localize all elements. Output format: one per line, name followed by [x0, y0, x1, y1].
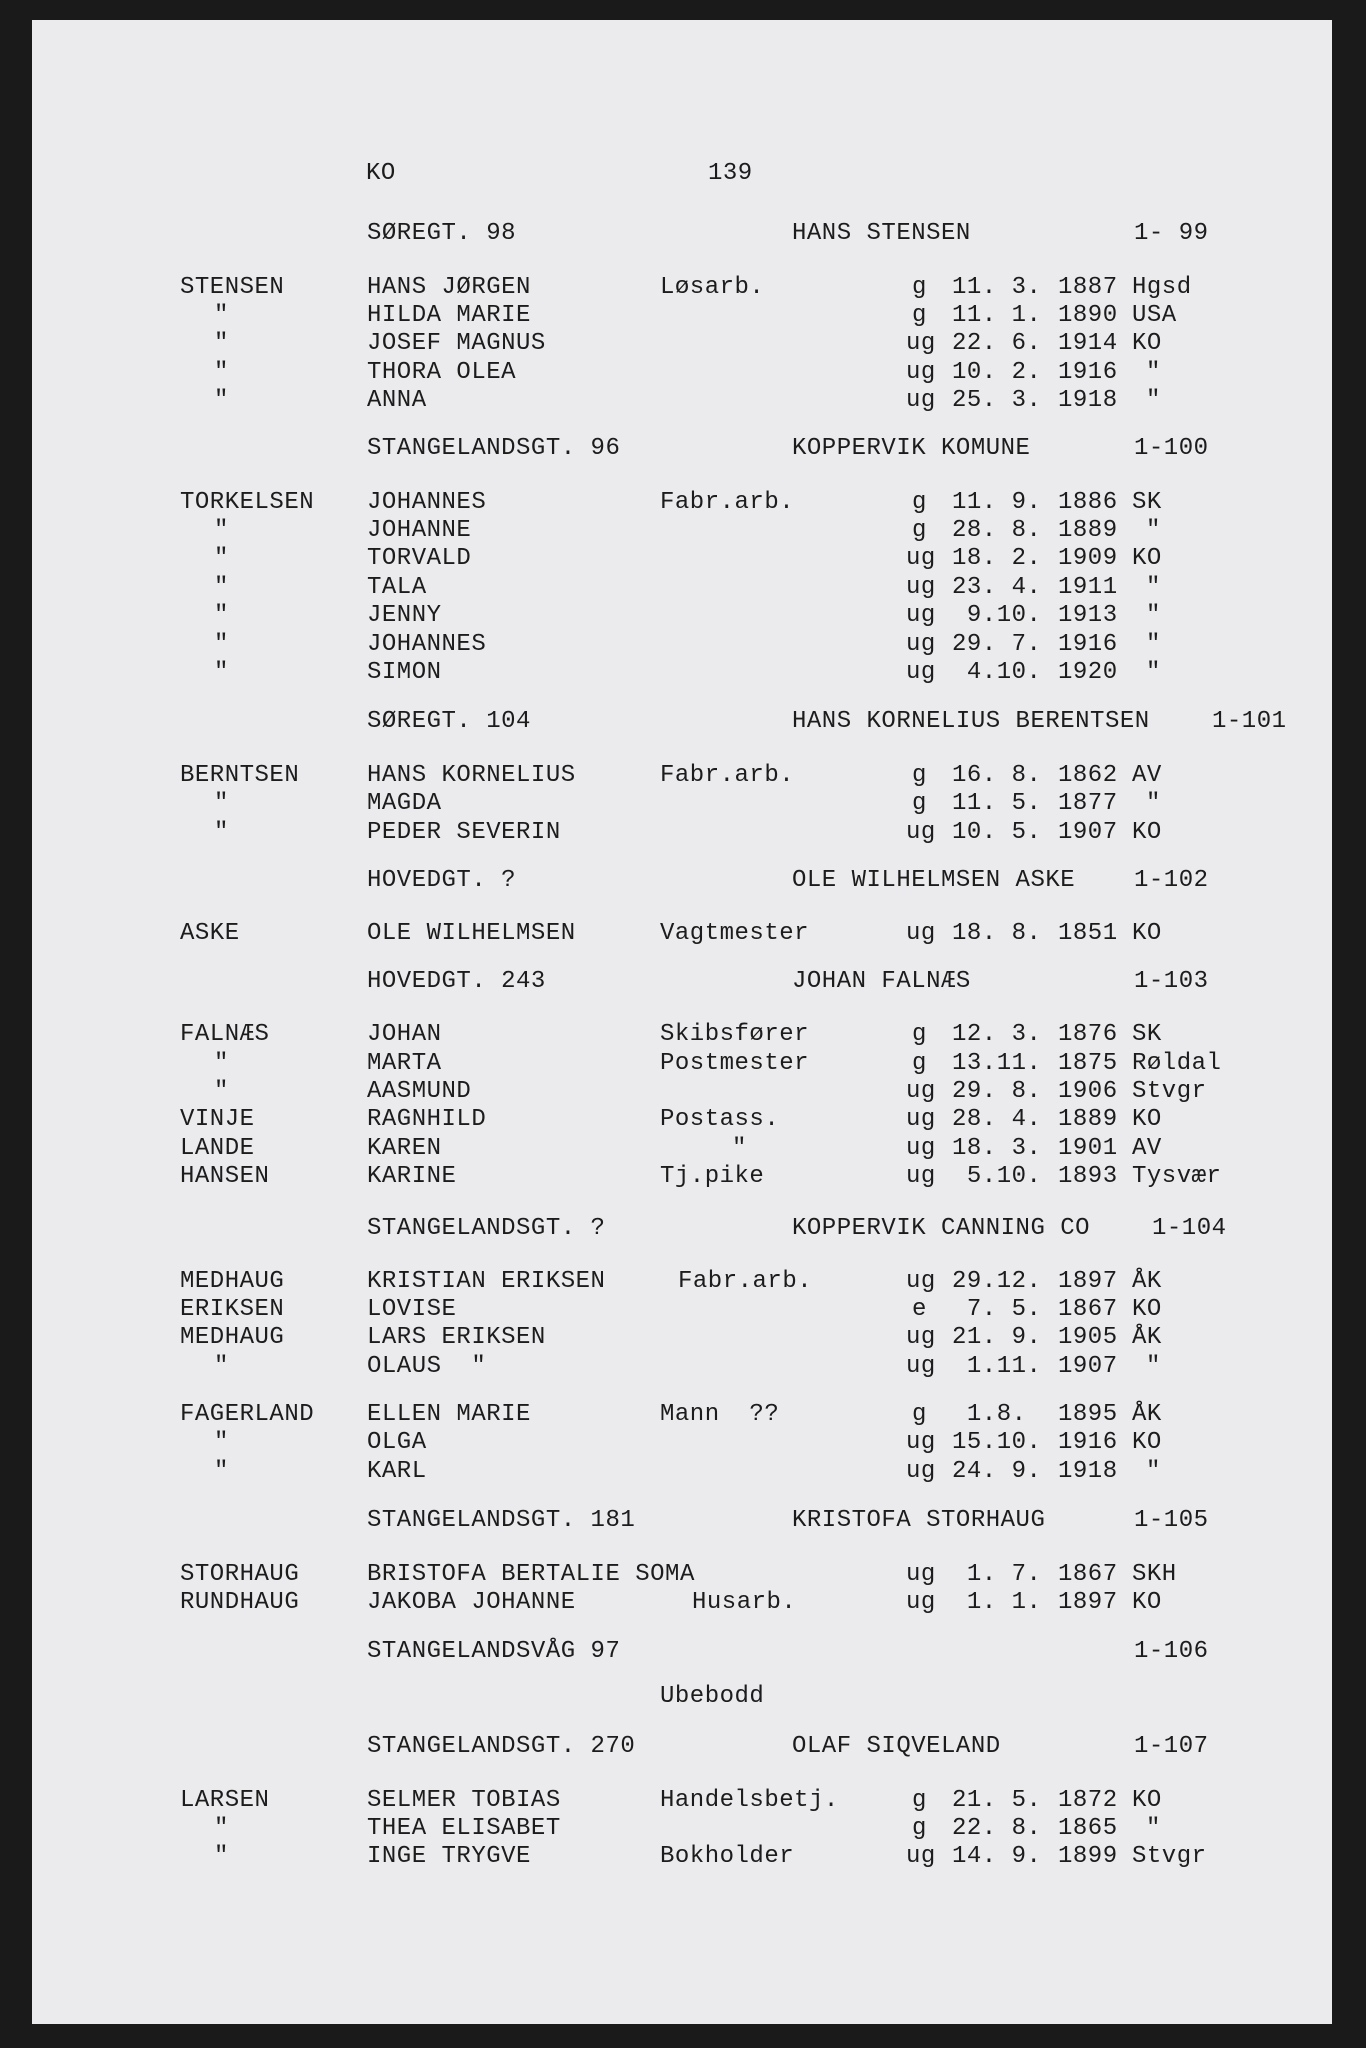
section-number: 1-100: [1134, 435, 1209, 462]
row-marital-status: ug: [906, 545, 936, 572]
row-given-name: KARL: [367, 1458, 427, 1485]
row-marital-status: g: [912, 1401, 927, 1428]
row-surname: RUNDHAUG: [180, 1589, 300, 1616]
row-birth-year: 1876: [1058, 1021, 1118, 1048]
section-number: 1-101: [1212, 708, 1287, 735]
row-birth-date: 4.10.: [952, 659, 1042, 686]
section-address: STANGELANDSGT. 96: [367, 435, 621, 462]
row-birth-year: 1897: [1058, 1589, 1118, 1616]
row-birth-year: 1909: [1058, 545, 1118, 572]
row-given-name: JAKOBA JOHANNE: [367, 1589, 576, 1616]
row-birth-date: 7. 5.: [952, 1296, 1042, 1323]
row-birth-date: 18. 8.: [952, 920, 1042, 947]
row-surname: ": [214, 1429, 229, 1456]
section-note: Ubebodd: [660, 1683, 765, 1710]
section-address: HOVEDGT. ?: [367, 867, 517, 894]
row-birth-year: 1901: [1058, 1135, 1118, 1162]
row-given-name: KARINE: [367, 1163, 457, 1190]
row-birthplace: ": [1146, 1458, 1161, 1485]
section-owner: JOHAN FALNÆS: [792, 968, 971, 995]
row-occupation: Løsarb.: [660, 274, 765, 301]
row-surname: ": [214, 387, 229, 414]
row-birthplace: Tysvær: [1132, 1163, 1222, 1190]
row-birth-year: 1872: [1058, 1787, 1118, 1814]
row-given-name: HANS JØRGEN: [367, 274, 531, 301]
row-birth-date: 28. 8.: [952, 517, 1042, 544]
page-header-left: KO: [366, 160, 396, 187]
section-owner: KOPPERVIK KOMUNE: [792, 435, 1031, 462]
row-surname: ": [214, 359, 229, 386]
row-surname: ": [214, 602, 229, 629]
row-given-name: RAGNHILD: [367, 1106, 487, 1133]
row-birthplace: Stvgr: [1132, 1078, 1207, 1105]
row-surname: FAGERLAND: [180, 1401, 315, 1428]
row-birth-year: 1867: [1058, 1296, 1118, 1323]
row-occupation: Skibsfører: [660, 1021, 810, 1048]
row-birth-date: 1. 7.: [952, 1561, 1042, 1588]
row-marital-status: ug: [906, 1135, 936, 1162]
row-marital-status: ug: [906, 359, 936, 386]
section-number: 1-104: [1152, 1215, 1227, 1242]
row-occupation: Mann ??: [660, 1401, 780, 1428]
row-birth-year: 1916: [1058, 359, 1118, 386]
row-birth-year: 1862: [1058, 762, 1118, 789]
row-birthplace: Hgsd: [1132, 274, 1192, 301]
row-given-name: TORVALD: [367, 545, 472, 572]
row-surname: BERNTSEN: [180, 762, 300, 789]
row-surname: ": [214, 330, 229, 357]
row-given-name: JOHANNES: [367, 631, 487, 658]
row-marital-status: ug: [906, 387, 936, 414]
section-number: 1-107: [1134, 1733, 1209, 1760]
row-given-name: LARS ERIKSEN: [367, 1324, 546, 1351]
row-given-name: MAGDA: [367, 790, 442, 817]
row-birth-year: 1865: [1058, 1815, 1118, 1842]
row-surname: ": [214, 631, 229, 658]
row-occupation: Husarb.: [692, 1589, 797, 1616]
row-birth-year: 1914: [1058, 330, 1118, 357]
row-marital-status: e: [912, 1296, 927, 1323]
row-birth-year: 1875: [1058, 1050, 1118, 1077]
section-owner: KOPPERVIK CANNING CO: [792, 1215, 1091, 1242]
row-marital-status: ug: [906, 1589, 936, 1616]
row-birth-year: 1907: [1058, 819, 1118, 846]
row-birth-year: 1890: [1058, 302, 1118, 329]
section-owner: OLAF SIQVELAND: [792, 1733, 1001, 1760]
row-given-name: BRISTOFA BERTALIE SOMA: [367, 1561, 695, 1588]
row-marital-status: g: [912, 1787, 927, 1814]
row-birth-date: 9.10.: [952, 602, 1042, 629]
page-number: 139: [708, 160, 753, 187]
row-surname: LARSEN: [180, 1787, 270, 1814]
row-surname: ": [214, 1843, 229, 1870]
row-surname: MEDHAUG: [180, 1268, 285, 1295]
row-given-name: OLAUS ": [367, 1353, 487, 1380]
row-birth-year: 1918: [1058, 387, 1118, 414]
row-birth-date: 18. 3.: [952, 1135, 1042, 1162]
row-birth-date: 25. 3.: [952, 387, 1042, 414]
row-occupation: Vagtmester: [660, 920, 810, 947]
row-marital-status: g: [912, 1815, 927, 1842]
row-birthplace: ": [1146, 359, 1161, 386]
row-surname: ": [214, 819, 229, 846]
row-given-name: SIMON: [367, 659, 442, 686]
section-address: STANGELANDSGT. 181: [367, 1507, 636, 1534]
row-birthplace: ": [1146, 602, 1161, 629]
row-marital-status: ug: [906, 1106, 936, 1133]
row-birth-year: 1920: [1058, 659, 1118, 686]
row-birth-date: 11. 5.: [952, 790, 1042, 817]
section-number: 1-105: [1134, 1507, 1209, 1534]
row-birth-date: 11. 9.: [952, 489, 1042, 516]
row-marital-status: g: [912, 1050, 927, 1077]
row-given-name: KAREN: [367, 1135, 442, 1162]
row-birth-date: 18. 2.: [952, 545, 1042, 572]
row-birth-date: 29. 8.: [952, 1078, 1042, 1105]
section-number: 1-102: [1134, 867, 1209, 894]
row-birth-year: 1889: [1058, 517, 1118, 544]
section-address: HOVEDGT. 243: [367, 968, 546, 995]
row-given-name: JOSEF MAGNUS: [367, 330, 546, 357]
row-marital-status: ug: [906, 1268, 936, 1295]
row-given-name: SELMER TOBIAS: [367, 1787, 561, 1814]
row-birthplace: ÅK: [1132, 1268, 1162, 1295]
row-marital-status: ug: [906, 574, 936, 601]
row-marital-status: ug: [906, 602, 936, 629]
row-birthplace: ": [1146, 574, 1161, 601]
row-birth-year: 1916: [1058, 631, 1118, 658]
row-birth-year: 1895: [1058, 1401, 1118, 1428]
row-occupation: Fabr.arb.: [660, 489, 795, 516]
row-birth-date: 10. 2.: [952, 359, 1042, 386]
section-owner: KRISTOFA STORHAUG: [792, 1507, 1046, 1534]
row-marital-status: g: [912, 1021, 927, 1048]
row-birth-year: 1918: [1058, 1458, 1118, 1485]
row-surname: ": [214, 302, 229, 329]
row-given-name: JENNY: [367, 602, 442, 629]
row-given-name: JOHANNE: [367, 517, 472, 544]
row-birthplace: Røldal: [1132, 1050, 1222, 1077]
row-birth-date: 1.11.: [952, 1353, 1042, 1380]
row-birth-date: 28. 4.: [952, 1106, 1042, 1133]
row-occupation: Fabr.arb.: [660, 762, 795, 789]
row-given-name: AASMUND: [367, 1078, 472, 1105]
row-birthplace: KO: [1132, 545, 1162, 572]
row-given-name: OLE WILHELMSEN: [367, 920, 576, 947]
row-birth-year: 1889: [1058, 1106, 1118, 1133]
row-birth-date: 13.11.: [952, 1050, 1042, 1077]
row-surname: ": [214, 1353, 229, 1380]
row-occupation: Fabr.arb.: [678, 1268, 813, 1295]
row-birth-date: 15.10.: [952, 1429, 1042, 1456]
row-occupation: Tj.pike: [660, 1163, 765, 1190]
row-birth-year: 1906: [1058, 1078, 1118, 1105]
row-birth-year: 1887: [1058, 274, 1118, 301]
row-marital-status: ug: [906, 1561, 936, 1588]
row-surname: HANSEN: [180, 1163, 270, 1190]
section-number: 1-106: [1134, 1638, 1209, 1665]
row-birthplace: ": [1146, 1815, 1161, 1842]
row-birthplace: ": [1146, 1353, 1161, 1380]
row-birthplace: SK: [1132, 489, 1162, 516]
section-number: 1- 99: [1134, 220, 1209, 247]
section-owner: OLE WILHELMSEN ASKE: [792, 867, 1076, 894]
row-surname: MEDHAUG: [180, 1324, 285, 1351]
row-birth-date: 1. 1.: [952, 1589, 1042, 1616]
section-address: STANGELANDSGT. ?: [367, 1215, 606, 1242]
row-birthplace: ": [1146, 517, 1161, 544]
row-given-name: HANS KORNELIUS: [367, 762, 576, 789]
row-given-name: JOHANNES: [367, 489, 487, 516]
row-surname: ": [214, 790, 229, 817]
row-surname: ASKE: [180, 920, 240, 947]
row-birthplace: SKH: [1132, 1561, 1177, 1588]
row-marital-status: g: [912, 302, 927, 329]
row-birth-date: 10. 5.: [952, 819, 1042, 846]
row-birthplace: ": [1146, 387, 1161, 414]
row-birth-year: 1911: [1058, 574, 1118, 601]
row-given-name: HILDA MARIE: [367, 302, 531, 329]
row-occupation: Bokholder: [660, 1843, 795, 1870]
row-birthplace: USA: [1132, 302, 1177, 329]
row-birth-year: 1913: [1058, 602, 1118, 629]
row-marital-status: g: [912, 489, 927, 516]
row-surname: TORKELSEN: [180, 489, 315, 516]
row-occupation: Postass.: [660, 1106, 780, 1133]
row-birth-date: 21. 9.: [952, 1324, 1042, 1351]
row-given-name: LOVISE: [367, 1296, 457, 1323]
row-surname: LANDE: [180, 1135, 255, 1162]
row-birth-date: 11. 3.: [952, 274, 1042, 301]
row-marital-status: ug: [906, 631, 936, 658]
row-birthplace: KO: [1132, 1787, 1162, 1814]
row-marital-status: ug: [906, 1458, 936, 1485]
section-owner: HANS STENSEN: [792, 220, 971, 247]
row-given-name: KRISTIAN ERIKSEN: [367, 1268, 606, 1295]
row-given-name: INGE TRYGVE: [367, 1843, 531, 1870]
row-birth-date: 29. 7.: [952, 631, 1042, 658]
document-page: [32, 20, 1332, 2024]
row-birth-date: 22. 6.: [952, 330, 1042, 357]
row-marital-status: ug: [906, 1843, 936, 1870]
row-occupation: ": [732, 1135, 747, 1162]
row-birthplace: ÅK: [1132, 1324, 1162, 1351]
row-occupation: Handelsbetj.: [660, 1787, 839, 1814]
row-surname: ": [214, 1078, 229, 1105]
row-given-name: ELLEN MARIE: [367, 1401, 531, 1428]
row-marital-status: g: [912, 517, 927, 544]
row-marital-status: ug: [906, 1163, 936, 1190]
row-birth-year: 1897: [1058, 1268, 1118, 1295]
row-birth-year: 1877: [1058, 790, 1118, 817]
row-surname: FALNÆS: [180, 1021, 270, 1048]
row-surname: ": [214, 1458, 229, 1485]
row-birth-year: 1851: [1058, 920, 1118, 947]
row-birth-date: 29.12.: [952, 1268, 1042, 1295]
row-birth-date: 12. 3.: [952, 1021, 1042, 1048]
row-birthplace: KO: [1132, 1429, 1162, 1456]
row-surname: ": [214, 1815, 229, 1842]
row-birthplace: AV: [1132, 762, 1162, 789]
row-marital-status: g: [912, 762, 927, 789]
row-birth-date: 23. 4.: [952, 574, 1042, 601]
row-birthplace: KO: [1132, 1589, 1162, 1616]
row-surname: ": [214, 517, 229, 544]
row-marital-status: ug: [906, 330, 936, 357]
row-surname: STORHAUG: [180, 1561, 300, 1588]
section-address: STANGELANDSVÅG 97: [367, 1638, 621, 1665]
section-address: SØREGT. 98: [367, 220, 517, 247]
section-address: SØREGT. 104: [367, 708, 531, 735]
row-birthplace: Stvgr: [1132, 1843, 1207, 1870]
row-birthplace: ": [1146, 659, 1161, 686]
row-given-name: JOHAN: [367, 1021, 442, 1048]
row-birth-year: 1907: [1058, 1353, 1118, 1380]
row-marital-status: ug: [906, 1353, 936, 1380]
row-surname: STENSEN: [180, 274, 285, 301]
row-given-name: THORA OLEA: [367, 359, 517, 386]
row-birthplace: SK: [1132, 1021, 1162, 1048]
row-birthplace: KO: [1132, 1296, 1162, 1323]
row-marital-status: g: [912, 274, 927, 301]
row-marital-status: ug: [906, 659, 936, 686]
row-marital-status: g: [912, 790, 927, 817]
section-address: STANGELANDSGT. 270: [367, 1733, 636, 1760]
row-birth-date: 1.8.: [952, 1401, 1027, 1428]
row-birthplace: KO: [1132, 819, 1162, 846]
row-birthplace: ": [1146, 631, 1161, 658]
row-birth-date: 14. 9.: [952, 1843, 1042, 1870]
row-given-name: OLGA: [367, 1429, 427, 1456]
row-birthplace: ": [1146, 790, 1161, 817]
row-marital-status: ug: [906, 819, 936, 846]
row-birth-year: 1916: [1058, 1429, 1118, 1456]
row-marital-status: ug: [906, 1324, 936, 1351]
row-birthplace: KO: [1132, 1106, 1162, 1133]
row-surname: ERIKSEN: [180, 1296, 285, 1323]
row-marital-status: ug: [906, 1429, 936, 1456]
row-surname: VINJE: [180, 1106, 255, 1133]
section-owner: HANS KORNELIUS BERENTSEN: [792, 708, 1150, 735]
row-birth-year: 1867: [1058, 1561, 1118, 1588]
row-surname: ": [214, 574, 229, 601]
row-birth-year: 1905: [1058, 1324, 1118, 1351]
row-given-name: THEA ELISABET: [367, 1815, 561, 1842]
row-birth-date: 22. 8.: [952, 1815, 1042, 1842]
row-birth-date: 5.10.: [952, 1163, 1042, 1190]
row-given-name: TALA: [367, 574, 427, 601]
row-given-name: ANNA: [367, 387, 427, 414]
row-marital-status: ug: [906, 920, 936, 947]
row-birth-date: 21. 5.: [952, 1787, 1042, 1814]
row-birth-date: 11. 1.: [952, 302, 1042, 329]
row-birthplace: KO: [1132, 330, 1162, 357]
row-birthplace: AV: [1132, 1135, 1162, 1162]
row-birth-year: 1893: [1058, 1163, 1118, 1190]
row-surname: ": [214, 545, 229, 572]
row-birth-year: 1899: [1058, 1843, 1118, 1870]
row-marital-status: ug: [906, 1078, 936, 1105]
row-given-name: MARTA: [367, 1050, 442, 1077]
row-birthplace: KO: [1132, 920, 1162, 947]
row-surname: ": [214, 659, 229, 686]
row-birth-date: 16. 8.: [952, 762, 1042, 789]
row-birth-year: 1886: [1058, 489, 1118, 516]
row-birth-date: 24. 9.: [952, 1458, 1042, 1485]
row-surname: ": [214, 1050, 229, 1077]
row-birthplace: ÅK: [1132, 1401, 1162, 1428]
section-number: 1-103: [1134, 968, 1209, 995]
row-given-name: PEDER SEVERIN: [367, 819, 561, 846]
row-occupation: Postmester: [660, 1050, 810, 1077]
